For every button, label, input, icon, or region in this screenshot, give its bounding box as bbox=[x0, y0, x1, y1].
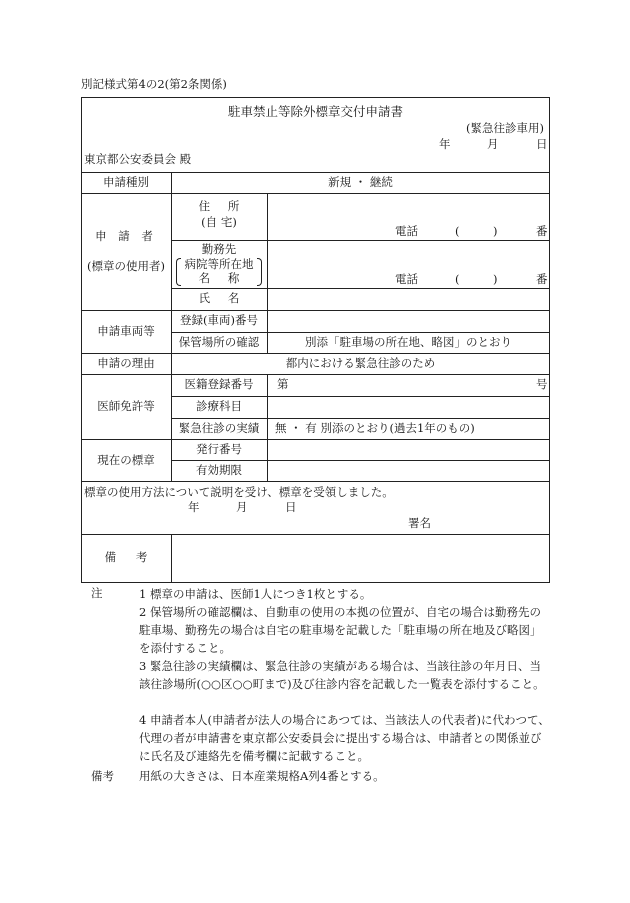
application-type-value: 新規 ・ 継続 bbox=[328, 175, 393, 189]
record-value: 無 ・ 有 別添のとおり(過去1年のもの) bbox=[275, 421, 475, 435]
expiry-label: 有効期限 bbox=[196, 463, 242, 477]
vehicle-type: (緊急往診車用) bbox=[466, 121, 544, 135]
medical-reg-prefix: 第 bbox=[277, 377, 289, 391]
workplace-phone-close-paren: ) bbox=[493, 272, 498, 286]
receipt-day: 日 bbox=[285, 500, 297, 514]
footer-remarks-text: 用紙の大きさは、日本産業規格A列4番とする。 bbox=[139, 769, 385, 783]
row-divider bbox=[171, 396, 550, 397]
current-badge-label: 現在の標章 bbox=[97, 453, 155, 467]
signature-label: 署名 bbox=[408, 516, 431, 530]
note-item: 4 申請者本人(申請者が法人の場合にあつては、当該法人の代表者)に代わつて、代理の者が申請書を東京都公安委員会に提出する場合は、申請者との関係並びに氏名及び連絡先を備考欄に記載すること。 bbox=[139, 713, 550, 763]
workplace-phone-suffix: 番 bbox=[536, 272, 548, 286]
workplace-name-label: 名 称 bbox=[198, 271, 240, 285]
applicant-label: 申 請 者 bbox=[95, 229, 157, 243]
row-divider bbox=[171, 240, 550, 241]
phone-close-paren: ) bbox=[493, 224, 498, 238]
note-item: 1 標章の申請は、医師1人につき1枚とする。 bbox=[139, 587, 372, 601]
row-divider bbox=[81, 374, 550, 375]
medical-reg-label: 医籍登録番号 bbox=[184, 377, 254, 391]
notes-label: 注 bbox=[91, 586, 103, 600]
row-divider bbox=[81, 310, 550, 311]
receipt-text: 標章の使用方法について説明を受け、標章を受領しました。 bbox=[84, 485, 394, 499]
phone-label: 電話 bbox=[395, 224, 418, 238]
workplace-label: 勤務先 bbox=[201, 242, 237, 256]
phone-suffix: 番 bbox=[536, 224, 548, 238]
record-label: 緊急往診の実績 bbox=[178, 421, 260, 435]
column-divider bbox=[171, 534, 172, 583]
row-divider bbox=[81, 172, 550, 173]
date-day: 日 bbox=[536, 137, 548, 151]
row-divider bbox=[171, 332, 550, 333]
workplace-sub-label: 病院等所在地 bbox=[184, 257, 254, 271]
remarks-label: 備 考 bbox=[104, 550, 148, 564]
row-divider bbox=[171, 460, 550, 461]
row-divider bbox=[81, 439, 550, 440]
parking-check-value: 別添「駐車場の所在地、略図」のとおり bbox=[305, 335, 512, 349]
row-divider bbox=[171, 288, 550, 289]
medical-reg-suffix: 号 bbox=[536, 377, 548, 391]
footer-remarks-label: 備考 bbox=[91, 769, 114, 783]
reason-value: 都内における緊急往診のため bbox=[285, 356, 436, 370]
application-type-label: 申請種別 bbox=[103, 175, 149, 189]
address-label: 住 所 bbox=[198, 199, 240, 213]
issue-number-label: 発行番号 bbox=[196, 442, 242, 456]
row-divider bbox=[81, 481, 550, 482]
date-year: 年 bbox=[439, 137, 451, 151]
form-title: 駐車禁止等除外標章交付申請書 bbox=[227, 104, 403, 119]
row-divider bbox=[81, 534, 550, 535]
column-divider bbox=[267, 374, 268, 481]
department-label: 診療科目 bbox=[196, 399, 242, 413]
registration-label: 登録(車両)番号 bbox=[180, 313, 258, 327]
receipt-month: 月 bbox=[236, 500, 248, 514]
row-divider bbox=[171, 418, 550, 419]
phone-open-paren: ( bbox=[455, 224, 460, 238]
workplace-phone-label: 電話 bbox=[395, 272, 418, 286]
addressee: 東京都公安委員会 殿 bbox=[84, 152, 192, 166]
name-label: 氏 名 bbox=[198, 291, 240, 305]
row-divider bbox=[81, 193, 550, 194]
workplace-phone-open-paren: ( bbox=[455, 272, 460, 286]
note-item: 2 保管場所の確認欄は、自動車の使用の本拠の位置が、自宅の場合は勤務先の駐車場、勤務先の場合は自宅の駐車場を記載した「駐車場の所在地及び略図」を添付すること。 bbox=[139, 605, 542, 655]
form-number: 別記様式第4の2(第2条関係) bbox=[81, 77, 227, 91]
applicant-sub-label: (標章の使用者) bbox=[87, 259, 165, 273]
receipt-year: 年 bbox=[188, 500, 200, 514]
license-label: 医師免許等 bbox=[97, 399, 155, 413]
row-divider bbox=[81, 353, 550, 354]
vehicle-label: 申請車両等 bbox=[97, 324, 155, 338]
reason-label: 申請の理由 bbox=[97, 356, 155, 370]
address-sub-label: (自 宅) bbox=[201, 215, 237, 229]
note-item: 3 緊急往診の実績欄は、緊急往診の実績がある場合は、当該往診の年月日、当該往診場所(○○区○○町まで)及び往診内容を記載した一覧表を添付すること。 bbox=[139, 659, 545, 691]
date-month: 月 bbox=[487, 137, 499, 151]
column-divider bbox=[267, 193, 268, 353]
parking-check-label: 保管場所の確認 bbox=[178, 335, 260, 349]
